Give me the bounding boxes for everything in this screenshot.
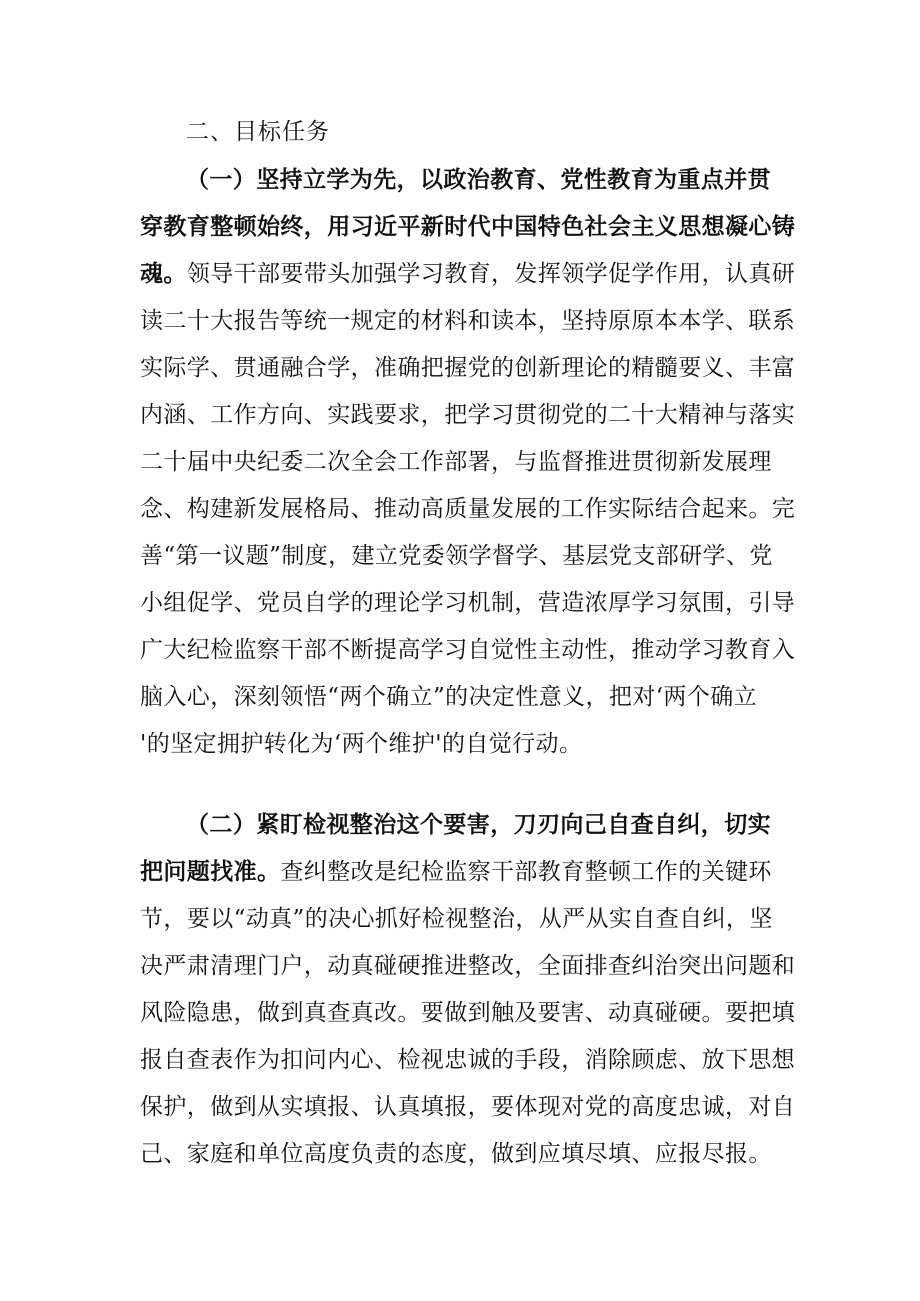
- paragraph1-line-9: 善“第一议题”制度，建立党委领学督学、基层党支部研学、党: [140, 543, 773, 569]
- paragraph1-line-6: 内涵、工作方向、实践要求，把学习贯彻党的二十大精神与落实: [140, 402, 796, 428]
- paragraph1-line-1: （一）坚持立学为先，以政治教育、党性教育为重点并贯: [186, 167, 771, 193]
- paragraph2-line-2: [140, 857, 772, 887]
- paragraph1-line-12: 脑入心，深刻领悟“两个确立”的决定性意义，把对‘两个确立: [140, 684, 758, 710]
- paragraph1-line-3-regular: 领导干部要带头加强学习教育，发挥领学促学作用，认真研: [186, 261, 796, 287]
- paragraph1-line-8: 念、构建新发展格局、推动高质量发展的工作实际结合起来。完: [140, 496, 796, 522]
- paragraph2-line-3: 节，要以“动真”的决心抓好检视整治，从严从实自查自纠，坚: [140, 906, 773, 932]
- paragraph2-line-1: （二）紧盯检视整治这个要害，刀刃向己自查自纠，切实: [186, 812, 771, 838]
- paragraph1-line-2: 穿教育整顿始终，用习近平新时代中国特色社会主义思想凝心铸: [140, 214, 796, 240]
- paragraph1-line-13: '的坚定拥护转化为‘两个维护'的自觉行动。: [140, 731, 583, 757]
- paragraph2-line-2-regular: 查纠整改是纪检监察干部教育整顿工作的关键环: [280, 859, 772, 885]
- paragraph1-line-3: [140, 259, 795, 289]
- paragraph2-line-5: 风险隐患，做到真查真改。要做到触及要害、动真碰硬。要把填: [140, 1000, 796, 1026]
- paragraph1-line-3-bold: 魂。: [140, 261, 187, 287]
- section-heading: 二、目标任务: [186, 119, 330, 145]
- paragraph2-line-7: 保护，做到从实填报、认真填报，要体现对党的高度忠诚，对自: [140, 1094, 796, 1120]
- paragraph2-line-4: 决严肃清理门户，动真碰硬推进整改，全面排查纠治突出问题和: [140, 953, 796, 979]
- paragraph2-line-6: 报自查表作为扣问内心、检视忠诚的手段，消除顾虑、放下思想: [140, 1047, 796, 1073]
- paragraph2-line-8: 己、家庭和单位高度负责的态度，做到应填尽填、应报尽报。: [140, 1141, 772, 1167]
- paragraph1-line-4: 读二十大报告等统一规定的材料和读本，坚持原原本本学、联系: [140, 308, 796, 334]
- paragraph1-line-7: 二十届中央纪委二次全会工作部署，与监督推进贯彻新发展理: [140, 449, 772, 475]
- paragraph1-line-5: 实际学、贯通融合学，准确把握党的创新理论的精髓要义、丰富: [140, 355, 796, 381]
- paragraph2-line-2-bold: 把问题找准。: [140, 859, 281, 885]
- paragraph1-line-10: 小组促学、党员自学的理论学习机制，营造浓厚学习氛围，引导: [140, 590, 796, 616]
- paragraph1-line-11: 广大纪检监察干部不断提高学习自觉性主动性，推动学习教育入: [140, 637, 796, 663]
